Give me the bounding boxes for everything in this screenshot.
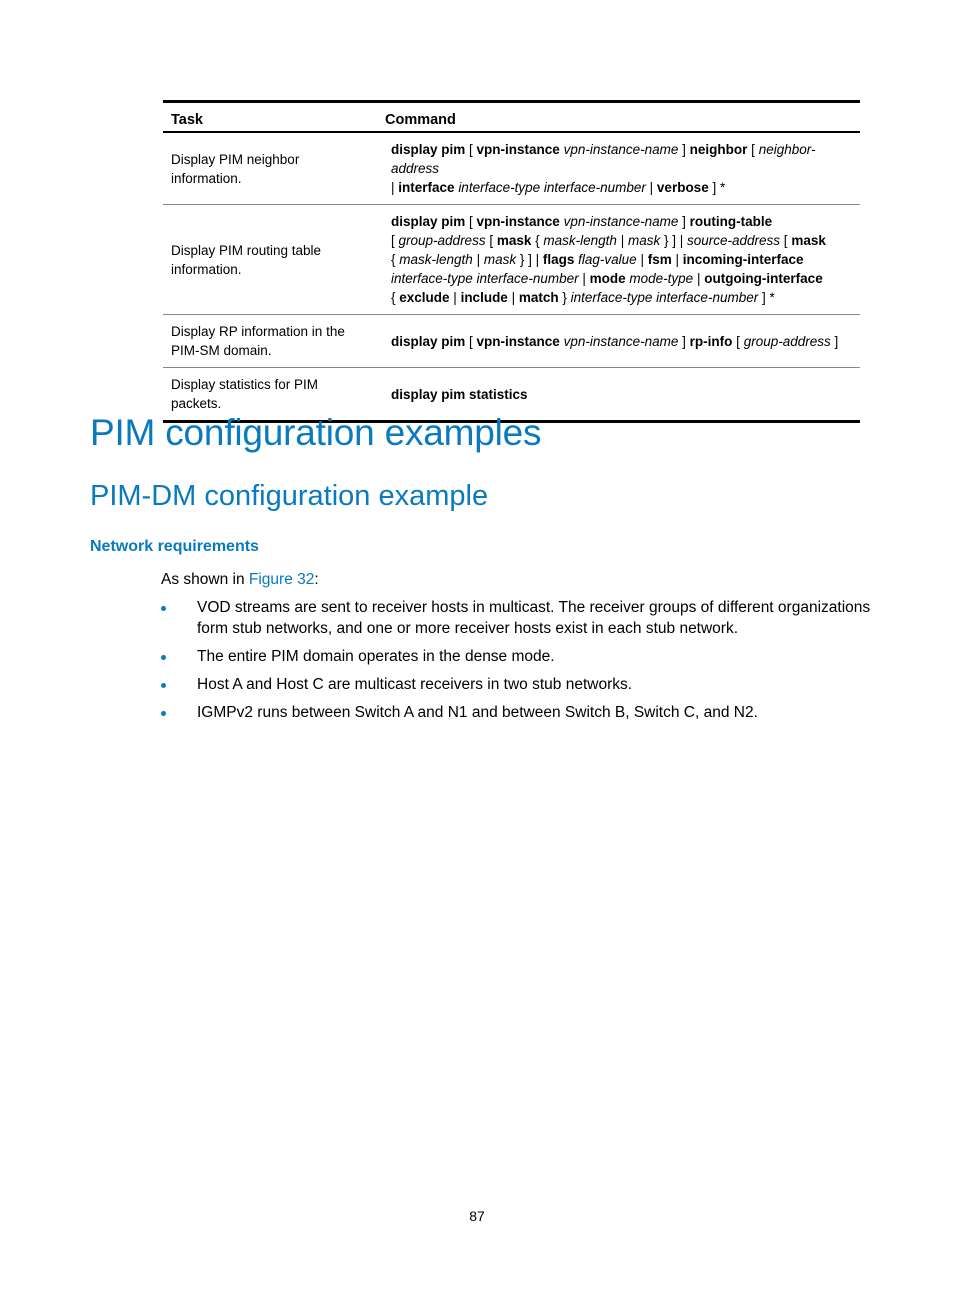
command-keyword: mode bbox=[589, 271, 626, 286]
intro-prefix: As shown in bbox=[161, 571, 249, 588]
command-keyword: display pim bbox=[391, 333, 466, 349]
task-cell: Display RP information in the PIM-SM domain. bbox=[163, 315, 377, 368]
command-table bbox=[163, 100, 860, 423]
command-argument: mask bbox=[627, 233, 661, 248]
command-keyword: exclude bbox=[399, 290, 450, 305]
sub-subsection-title: Network requirements bbox=[90, 538, 259, 555]
bullet-icon bbox=[161, 711, 166, 716]
bullet-icon bbox=[161, 606, 166, 611]
section-title: PIM configuration examples bbox=[90, 412, 542, 453]
command-argument: mask-length bbox=[399, 252, 473, 267]
command-argument: interface-type interface-number bbox=[570, 290, 759, 305]
command-keyword: interface bbox=[398, 180, 455, 195]
table-header-row bbox=[163, 102, 860, 133]
command-keyword: mask bbox=[496, 233, 532, 248]
command-argument: interface-type interface-number bbox=[391, 271, 579, 286]
command-argument: mask bbox=[483, 252, 517, 267]
bullet-icon bbox=[161, 683, 166, 688]
command-keyword: rp-info bbox=[689, 333, 733, 349]
list-item-text: IGMPv2 runs between Switch A and N1 and between Switch B, Switch C, and N2. bbox=[197, 704, 758, 721]
list-item-text: VOD streams are sent to receiver hosts in multicast. The receiver groups of different organizations form stub networks, and one or more receiver hosts exist in each stub network. bbox=[197, 599, 871, 637]
task-cell: Display PIM neighbor information. bbox=[163, 132, 377, 205]
task-cell: Display PIM routing table information. bbox=[163, 205, 377, 315]
intro-suffix: : bbox=[314, 571, 319, 588]
command-argument: mask-length bbox=[543, 233, 617, 248]
intro-paragraph bbox=[161, 569, 319, 590]
command-keyword: display pim statistics bbox=[391, 386, 528, 402]
requirements-list bbox=[161, 597, 871, 730]
subsection-title: PIM-DM configuration example bbox=[90, 480, 489, 512]
list-item-text: Host A and Host C are multicast receivers in two stub networks. bbox=[197, 676, 633, 693]
command-keyword: display pim bbox=[391, 142, 466, 157]
command-argument: interface-type interface-number bbox=[458, 180, 646, 195]
command-argument: group-address bbox=[743, 333, 831, 349]
command-cell: display pim [ vpn-instance vpn-instance-name ] routing-table [ group-address [ mask { mask-length | mask } ] | source-address [ mask { mask-length | mask } ] | flags flag-value | fsm | incoming-interface interface-type interface-number | mode mode-type | outgoing-interface { exclude | include | match } interface-type interface-number ] * bbox=[377, 205, 860, 315]
command-keyword: match bbox=[518, 290, 559, 305]
command-keyword: incoming-interface bbox=[682, 252, 804, 267]
command-cell: display pim [ vpn-instance vpn-instance-name ] rp-info [ group-address ] bbox=[377, 315, 860, 368]
command-keyword: neighbor bbox=[689, 142, 748, 157]
command-keyword: fsm bbox=[647, 252, 672, 267]
command-keyword: include bbox=[460, 290, 508, 305]
list-item bbox=[161, 702, 871, 723]
command-argument: neighbor-address bbox=[391, 142, 816, 176]
command-keyword: vpn-instance bbox=[476, 333, 560, 349]
command-keyword: mask bbox=[791, 233, 826, 248]
page-number: 87 bbox=[469, 1208, 485, 1224]
command-keyword: display pim bbox=[391, 214, 466, 229]
command-keyword: verbose bbox=[656, 180, 709, 195]
header-task: Task bbox=[163, 102, 377, 133]
command-argument: source-address bbox=[687, 233, 781, 248]
command-argument: vpn-instance-name bbox=[563, 214, 679, 229]
command-keyword: vpn-instance bbox=[476, 214, 560, 229]
header-command: Command bbox=[377, 102, 860, 133]
command-cell: display pim [ vpn-instance vpn-instance-name ] neighbor [ neighbor-address | interface interface-type interface-number | verbose ] * bbox=[377, 132, 860, 205]
list-item bbox=[161, 674, 871, 695]
command-keyword: outgoing-interface bbox=[704, 271, 823, 286]
command-keyword: vpn-instance bbox=[476, 142, 560, 157]
table-row bbox=[163, 205, 860, 315]
command-keyword: routing-table bbox=[689, 214, 773, 229]
command-argument: mode-type bbox=[629, 271, 694, 286]
command-keyword: flags bbox=[542, 252, 575, 267]
table-row bbox=[163, 315, 860, 368]
command-argument: group-address bbox=[398, 233, 486, 248]
command-argument: flag-value bbox=[578, 252, 637, 267]
command-argument: vpn-instance-name bbox=[563, 333, 679, 349]
task-cell: Display statistics for PIM packets. bbox=[171, 377, 319, 411]
bullet-icon bbox=[161, 655, 166, 660]
list-item bbox=[161, 597, 871, 639]
command-argument: vpn-instance-name bbox=[563, 142, 679, 157]
list-item-text: The entire PIM domain operates in the dense mode. bbox=[197, 648, 555, 665]
figure-link[interactable]: Figure 32 bbox=[248, 571, 315, 588]
list-item bbox=[161, 646, 871, 667]
table-row bbox=[163, 132, 860, 205]
